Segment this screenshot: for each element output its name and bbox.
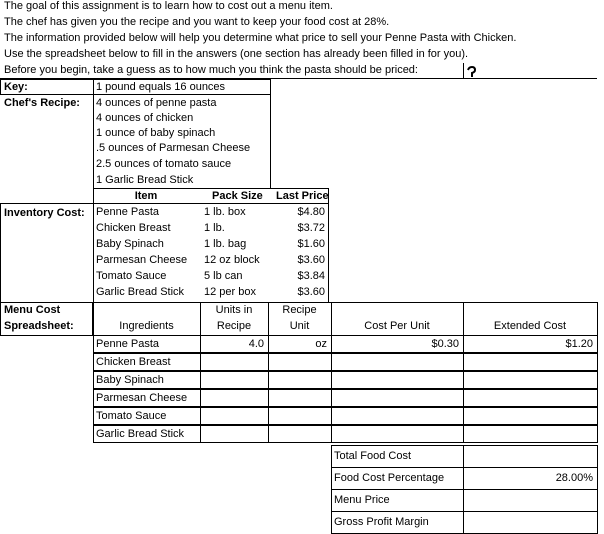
menu-ingredient: Chicken Breast [93, 353, 201, 371]
menu-cost-per-unit[interactable] [331, 353, 464, 371]
menu-cost-per-unit[interactable] [331, 425, 464, 443]
key-text: 1 pound equals 16 ounces [96, 81, 226, 93]
menu-cost-per-unit[interactable] [331, 389, 464, 407]
menu-unit[interactable] [268, 353, 332, 371]
menu-units[interactable] [200, 425, 269, 443]
menu-units[interactable] [200, 353, 269, 371]
inventory-price: $4.80 [297, 206, 325, 218]
inventory-pack-size: 1 lb. bag [204, 238, 247, 250]
intro-line-4: Use the spreadsheet below to fill in the answers (one section has already been filled in for you). [4, 48, 469, 60]
recipe-line: .5 ounces of Parmesan Cheese [96, 142, 251, 154]
menu-header-unit-1: Recipe [282, 304, 317, 316]
summary-label: Total Food Cost [331, 445, 464, 468]
recipe-line: 2.5 ounces of tomato sauce [96, 158, 232, 170]
inventory-price: $3.60 [297, 286, 325, 298]
divider [93, 203, 329, 204]
recipe-label: Chef's Recipe: [4, 97, 80, 109]
menu-extended-cost[interactable] [463, 389, 598, 407]
summary-label: Gross Profit Margin [331, 511, 464, 534]
summary-value[interactable] [463, 489, 598, 512]
inventory-price: $3.60 [297, 254, 325, 266]
inventory-item: Penne Pasta [96, 206, 159, 218]
inventory-item: Garlic Bread Stick [96, 286, 185, 298]
menu-extended-cost[interactable]: $1.20 [463, 335, 598, 353]
menu-ingredient: Parmesan Cheese [93, 389, 201, 407]
inventory-label: Inventory Cost: [4, 207, 85, 219]
inventory-item: Chicken Breast [96, 222, 171, 234]
menu-ingredient: Baby Spinach [93, 371, 201, 389]
recipe-line: 1 Garlic Bread Stick [96, 174, 194, 186]
inventory-header-pack: Pack Size [212, 190, 263, 202]
menu-label-1: Menu Cost [4, 304, 61, 316]
menu-cost-per-unit[interactable] [331, 371, 464, 389]
menu-extended-cost[interactable] [463, 353, 598, 371]
menu-units[interactable] [200, 407, 269, 425]
menu-cost-per-unit[interactable] [331, 407, 464, 425]
menu-header-ingredients: Ingredients [119, 320, 174, 332]
intro-line-2: The chef has given you the recipe and you want to keep your food cost at 28%. [4, 16, 390, 28]
menu-ingredient: Tomato Sauce [93, 407, 201, 425]
inventory-item: Baby Spinach [96, 238, 164, 250]
menu-unit[interactable] [268, 371, 332, 389]
intro-line-1: The goal of this assignment is to learn how to cost out a menu item. [4, 0, 333, 12]
menu-units[interactable] [200, 371, 269, 389]
intro-line-5: Before you begin, take a guess as to how much you think the pasta should be priced: [4, 64, 418, 76]
menu-header-ext: Extended Cost [493, 320, 567, 332]
menu-unit[interactable] [268, 425, 332, 443]
summary-value[interactable]: 28.00% [463, 467, 598, 490]
menu-unit[interactable]: oz [268, 335, 332, 353]
intro-line-3: The information provided below will help you determine what price to sell your Penne Pasta with Chicken. [4, 32, 517, 44]
summary-value[interactable] [463, 511, 598, 534]
inventory-pack-size: 1 lb. box [204, 206, 246, 218]
cursor-icon [466, 66, 478, 78]
key-label: Key: [4, 81, 28, 93]
divider [93, 79, 94, 95]
guess-input[interactable] [463, 63, 597, 79]
inventory-header-item: Item [134, 190, 158, 202]
menu-header-unit-2: Unit [289, 320, 310, 332]
menu-extended-cost[interactable] [463, 371, 598, 389]
menu-units[interactable] [200, 389, 269, 407]
menu-header-units-1: Units in [215, 304, 253, 316]
recipe-line: 4 ounces of chicken [96, 112, 194, 124]
summary-value[interactable] [463, 445, 598, 468]
inventory-price: $3.72 [297, 222, 325, 234]
menu-header-units-2: Recipe [216, 320, 252, 332]
recipe-line: 4 ounces of penne pasta [96, 97, 217, 109]
inventory-price: $3.84 [297, 270, 325, 282]
summary-label: Menu Price [331, 489, 464, 512]
inventory-header-price: Last Price [276, 190, 329, 202]
recipe-line: 1 ounce of baby spinach [96, 127, 216, 139]
menu-units[interactable]: 4.0 [200, 335, 269, 353]
menu-cost-per-unit[interactable]: $0.30 [331, 335, 464, 353]
inventory-pack-size: 12 oz block [204, 254, 260, 266]
menu-label-2: Spreadsheet: [4, 320, 74, 332]
menu-header-cpu: Cost Per Unit [364, 320, 430, 332]
inventory-pack-size: 5 lb can [204, 270, 243, 282]
inventory-price: $1.60 [297, 238, 325, 250]
menu-extended-cost[interactable] [463, 407, 598, 425]
menu-unit[interactable] [268, 407, 332, 425]
summary-label: Food Cost Percentage [331, 467, 464, 490]
menu-unit[interactable] [268, 389, 332, 407]
inventory-item: Tomato Sauce [96, 270, 167, 282]
inventory-pack-size: 12 per box [204, 286, 256, 298]
menu-ingredient: Garlic Bread Stick [93, 425, 201, 443]
menu-extended-cost[interactable] [463, 425, 598, 443]
inventory-item: Parmesan Cheese [96, 254, 188, 266]
inventory-pack-size: 1 lb. [204, 222, 225, 234]
menu-ingredient: Penne Pasta [93, 335, 201, 353]
